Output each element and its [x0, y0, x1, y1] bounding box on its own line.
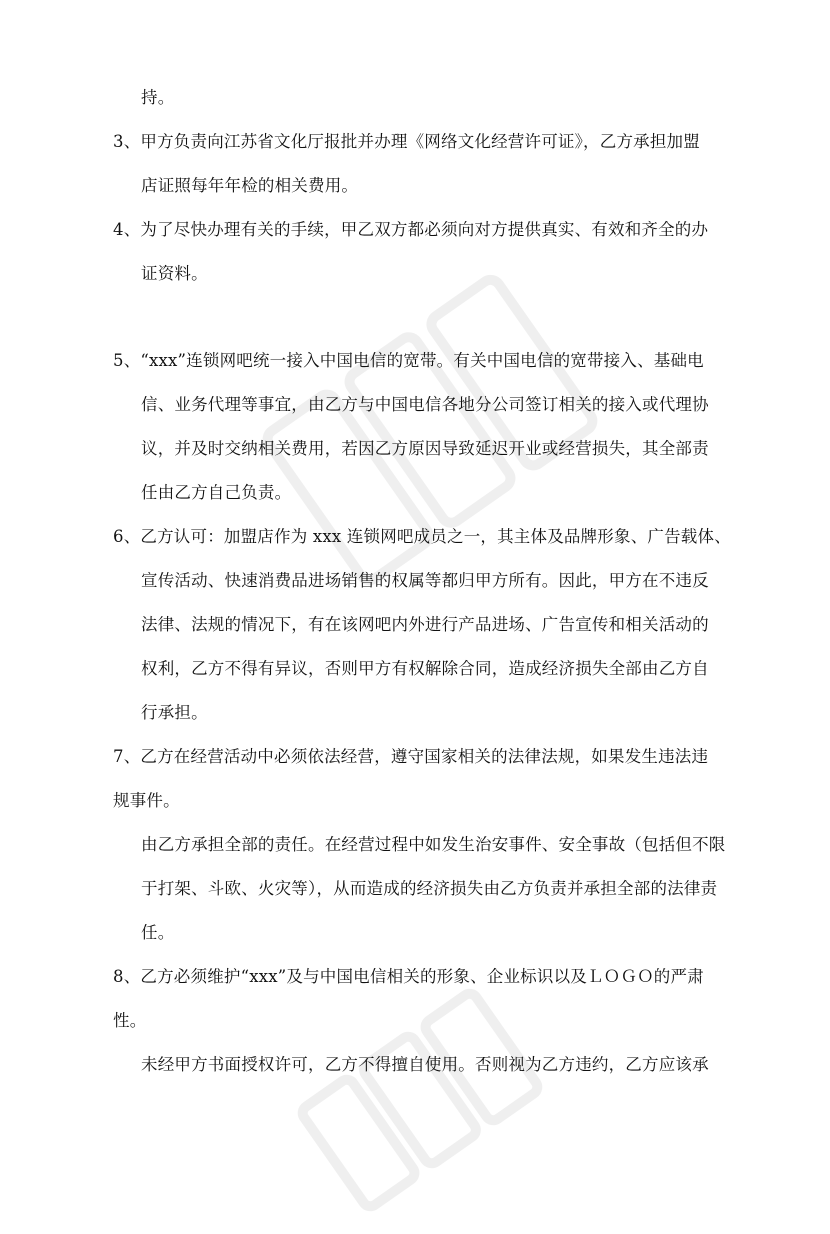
- line-5: 证资料。: [141, 264, 208, 283]
- line-18: 于打架、斗欧、火灾等），从而造成的经济损失由乙方负责并承担全部的法律责: [141, 879, 718, 898]
- line-13: 权利，乙方不得有异议，否则甲方有权解除合同，造成经济损失全部由乙方自: [141, 659, 709, 678]
- watermark-logo: [224, 232, 635, 629]
- line-22: 未经甲方书面授权许可，乙方不得擅自使用。否则视为乙方违约，乙方应该承: [141, 1055, 709, 1074]
- line-20: 8、乙方必须维护“xxx”及与中国电信相关的形象、企业标识以及ＬＯＧＯ的严肃: [113, 967, 704, 986]
- line-1: 持。: [141, 88, 175, 107]
- watermark-logo-bottom: [276, 966, 564, 1234]
- line-10: 6、乙方认可：加盟店作为 xxx 连锁网吧成员之一，其主体及品牌形象、广告载体、: [113, 527, 731, 546]
- line-2: 3、甲方负责向江苏省文化厅报批并办理《网络文化经营许可证》，乙方承担加盟: [113, 132, 700, 151]
- line-4: 4、为了尽快办理有关的手续，甲乙双方都必须向对方提供真实、有效和齐全的办: [113, 220, 709, 239]
- line-8: 议，并及时交纳相关费用，若因乙方原因导致延迟开业或经营损失，其全部责: [141, 439, 709, 458]
- line-19: 任。: [141, 923, 175, 942]
- line-6: 5、“xxx”连锁网吧统一接入中国电信的宽带。有关中国电信的宽带接入、基础电: [113, 351, 704, 370]
- line-7: 信、业务代理等事宜，由乙方与中国电信各地分公司签订相关的接入或代理协: [141, 395, 709, 414]
- line-11: 宣传活动、快速消费品进场销售的权属等都归甲方所有。因此，甲方在不违反: [141, 571, 709, 590]
- line-21: 性。: [113, 1011, 147, 1030]
- line-16: 规事件。: [113, 791, 180, 810]
- line-12: 法律、法规的情况下，有在该网吧内外进行产品进场、广告宣传和相关活动的: [141, 615, 709, 634]
- line-9: 任由乙方自己负责。: [141, 483, 292, 502]
- line-15: 7、乙方在经营活动中必须依法经营，遵守国家相关的法律法规，如果发生违法违: [113, 747, 709, 766]
- line-17: 由乙方承担全部的责任。在经营过程中如发生治安事件、安全事故（包括但不限: [141, 835, 726, 854]
- line-14: 行承担。: [141, 703, 208, 722]
- line-3: 店证照每年年检的相关费用。: [141, 176, 359, 195]
